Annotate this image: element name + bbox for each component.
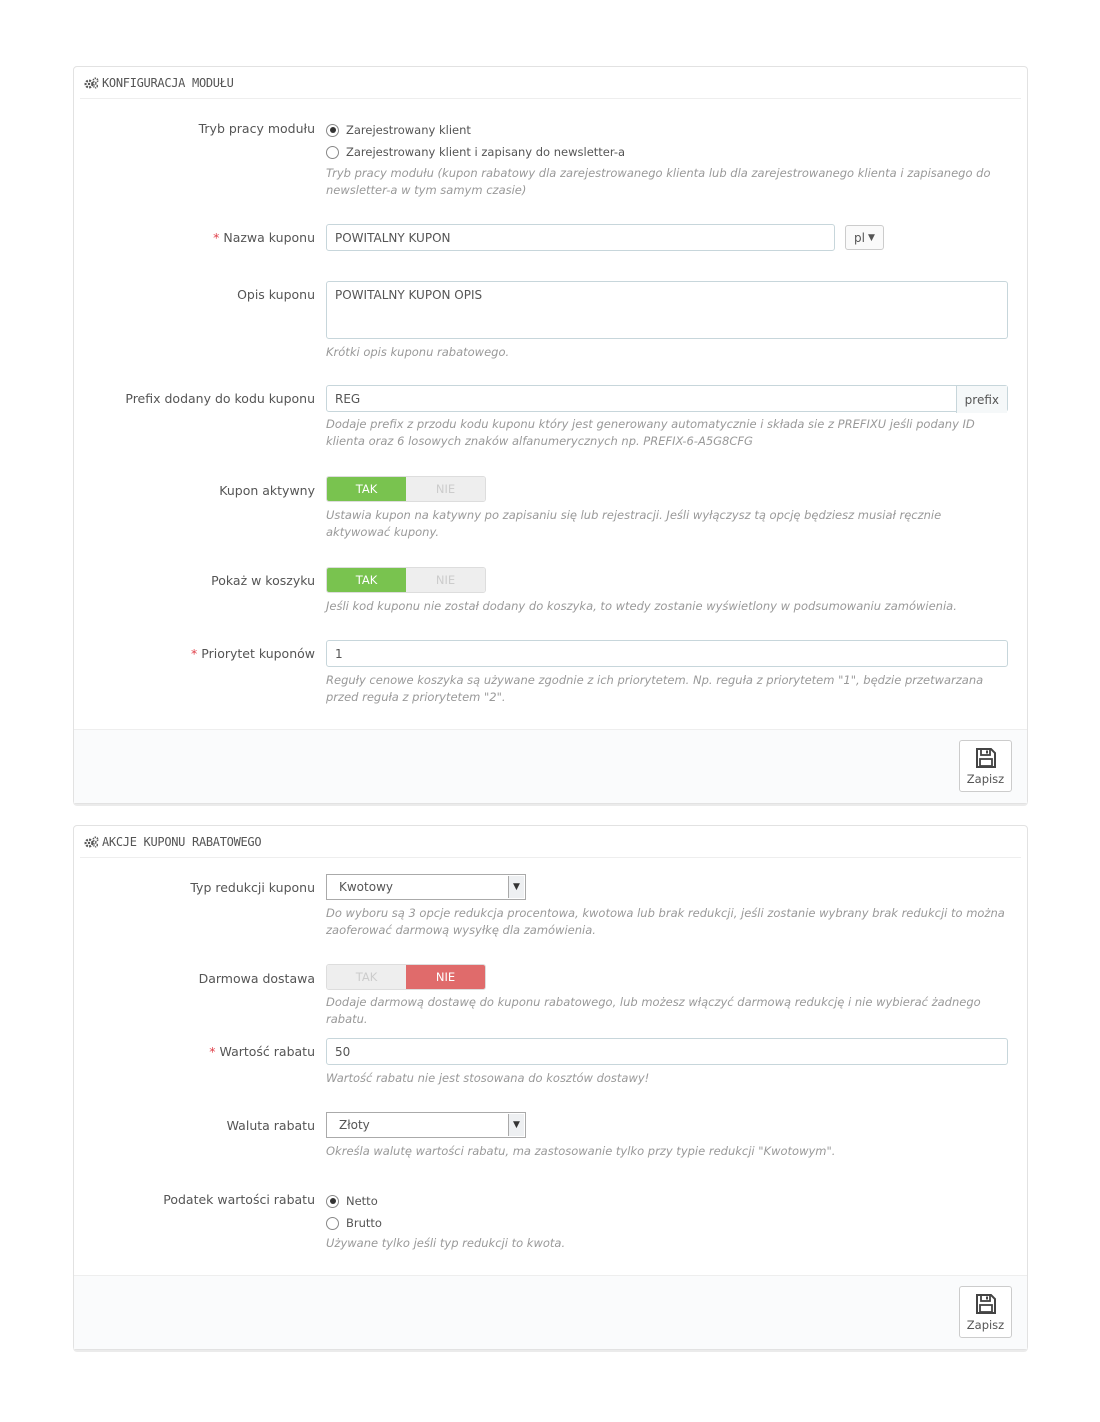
label-text: Priorytet kuponów [201,646,315,661]
discount-value-label [55,1044,315,1059]
cogs-icon [84,77,99,89]
label-text: Nazwa kuponu [223,230,315,245]
show-cart-switch[interactable] [326,567,486,593]
tax-option-netto[interactable] [326,1190,382,1212]
switch-yes[interactable]: TAK [327,568,406,592]
switch-no[interactable]: NIE [406,568,485,592]
radio-button[interactable] [326,146,339,159]
free-shipping-label: Darmowa dostawa [198,971,315,986]
radio-button[interactable] [326,1195,339,1208]
prefix-value: REG [335,391,361,406]
coupon-desc-label: Opis kuponu [237,287,315,302]
switch-no[interactable]: NIE [406,965,485,989]
coupon-actions-panel [73,825,1028,1350]
active-help: Ustawia kupon na katywny po zapisaniu się lub rejestracji. Jeśli wyłączysz tą opcję będziesz musiał ręcznie aktywować kupony. [326,508,942,539]
cogs-icon [84,836,99,848]
currency-select[interactable] [326,1112,526,1138]
switch-yes[interactable]: TAK [327,965,406,989]
currency-row [74,1112,1027,1158]
currency-help: Określa walutę wartości rabatu, ma zastosowanie tylko przy typie redukcji "Kwotowym". [326,1144,836,1158]
discount-value-input[interactable]: 50 [326,1038,1008,1065]
radio-label: Zarejestrowany klient [346,123,471,137]
priority-input[interactable]: 1 [326,640,1008,667]
show-cart-label: Pokaż w koszyku [211,573,315,588]
panel-title: KONFIGURACJA MODUŁU [102,75,234,90]
floppy-disk-icon [974,1292,998,1316]
prefix-input[interactable] [326,385,1008,412]
show-cart-help: Jeśli kod kuponu nie został dodany do koszyka, to wtedy zostanie wyświetlony w podsumowaniu zamówienia. [326,599,957,613]
save-label: Zapisz [966,772,1005,786]
required-mark: * [209,1044,216,1059]
switch-no[interactable]: NIE [406,477,485,501]
radio-button[interactable] [326,124,339,137]
mode-help: Tryb pracy modułu (kupon rabatowy dla zarejestrowanego klienta lub dla zarejestrowanego klienta i zapisanego do newsletter-a w tym samym czasie) [326,166,991,197]
reduction-type-help: Do wyboru są 3 opcje redukcja procentowa, kwotowa lub brak redukcji, jeśli zostanie wybrany brak redukcji to można zaoferować darmową wysyłkę dla zamówienia. [326,906,1005,937]
save-label: Zapisz [966,1318,1005,1332]
reduction-type-select[interactable] [326,874,526,900]
save-button[interactable] [959,1286,1012,1338]
prefix-help: Dodaje prefix z przodu kodu kuponu który jest generowany automatycznie i składa sie z PREFIXU jeśli podany ID klienta oraz 6 losowych znaków alfanumerycznych np. PREFIX-6-A5G8CFG [326,417,975,448]
coupon-name-input[interactable]: POWITALNY KUPON [326,224,835,251]
free-shipping-help: Dodaje darmową dostawę do kuponu rabatowego, lub możesz włączyć darmową redukcję i nie wybierać żadnego rabatu. [326,995,981,1026]
select-value: Złoty [339,1118,370,1132]
required-mark: * [191,646,198,661]
language-dropdown[interactable] [845,225,884,250]
prefix-label: Prefix dodany do kodu kuponu [125,391,315,406]
coupon-desc-textarea[interactable]: POWITALNY KUPON OPIS [326,281,1008,339]
panel-footer [74,729,1027,803]
chevron-down-icon[interactable]: ▼ [508,876,524,898]
panel-heading [80,67,1021,99]
select-value: Kwotowy [339,880,393,894]
mode-option-registered[interactable] [326,119,625,141]
panel-footer [74,1275,1027,1349]
tax-option-brutto[interactable] [326,1212,382,1234]
priority-label [55,646,315,661]
coupon-desc-help: Krótki opis kuponu rabatowego. [326,345,510,359]
reduction-type-row [74,874,1027,937]
radio-label: Brutto [346,1216,382,1230]
active-switch[interactable] [326,476,486,502]
active-label: Kupon aktywny [219,483,315,498]
currency-label: Waluta rabatu [226,1118,315,1133]
radio-label: Zarejestrowany klient i zapisany do newsletter-a [346,145,626,159]
switch-yes[interactable]: TAK [327,477,406,501]
panel-title: AKCJE KUPONU RABATOWEGO [102,834,262,849]
prefix-addon: prefix [956,386,1007,413]
coupon-name-label [55,230,315,245]
save-button[interactable] [959,740,1012,792]
tax-label: Podatek wartości rabatu [163,1192,315,1207]
label-text: Wartość rabatu [219,1044,315,1059]
discount-value-help: Wartość rabatu nie jest stosowana do kosztów dostawy! [326,1071,650,1085]
reduction-type-label: Typ redukcji kuponu [190,880,315,895]
radio-label: Netto [346,1194,378,1208]
required-mark: * [213,230,220,245]
free-shipping-switch[interactable] [326,964,486,990]
priority-help: Reguły cenowe koszyka są używane zgodnie z ich priorytetem. Np. reguła z priorytetem "1", będzie przetwarzana przed reguła z priorytetem "2". [326,673,984,704]
mode-label: Tryb pracy modułu [198,121,315,136]
caret-down-icon: ▼ [867,232,875,243]
floppy-disk-icon [974,746,998,770]
chevron-down-icon[interactable]: ▼ [508,1114,524,1136]
radio-button[interactable] [326,1217,339,1230]
tax-help: Używane tylko jeśli typ redukcji to kwota. [326,1236,566,1250]
module-config-panel [73,66,1028,804]
panel-heading [80,826,1021,858]
language-code: pl [854,230,865,245]
mode-option-newsletter[interactable] [326,141,625,163]
